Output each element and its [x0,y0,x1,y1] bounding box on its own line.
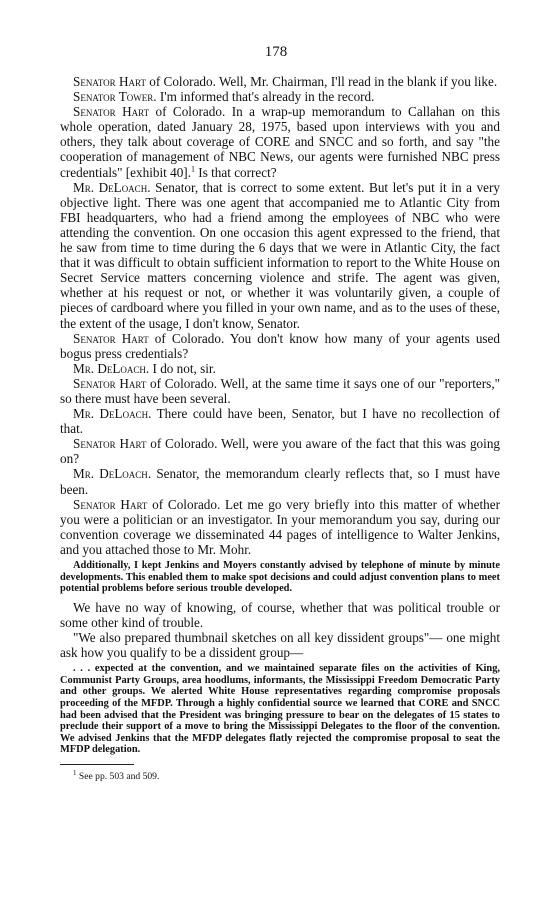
speaker-name: Senator Hart [73,74,146,89]
paragraph [60,436,500,466]
statement-text: . Senator, that is correct to some extent. But let's put it in a very objective light. There was one agent that accompanied me to Atlantic City from FBI headquarters, who had a friend among the employees of NBC who were attending the convention. On one occasion this agent expressed to the friend, that he saw from time to time during the 6 days that we were in Atlantic City, the fact that it was difficult to obtain sufficient information to report to the White House on Secret Service matters concerning violence and strife. The agent was given, whether at his request or not, or whether it was voluntarily given, a couple of pieces of cardboard where you filled in your own name, and as to the uses of these, the extent of the usage, I don't know, Senator. [60,179,500,331]
speaker-name: Senator Hart [73,104,150,120]
excerpt-text: . . . expected at the convention, and we maintained separate files on the activities of King, Communist Party Groups, area hoodlums, informants, the Mississippi Freedom Democratic Party and other groups. We alerted White House representatives regarding compromise proposals proceeding of the MFDP. Through a highly confidential source we learned that CORE and SNCC had been advised that the President was bringing pressure to bear on the delegates of 15 states to preclude their support of a move to bring the Mississippi Delegates to the floor of the convention. We advised Jenkins that the MFDP delegates flatly rejected the compromise proposal to seat the MFDP delegation. [60,663,500,756]
speaker-name: Mr. DeLoach [73,360,146,376]
statement-text: of Colorado. You don't know how many of your agents used bogus press credentials? [60,330,500,361]
paragraph [60,361,500,376]
paragraph [60,466,500,496]
footnote-mark: 1 [73,768,77,777]
footnote-divider [60,764,134,765]
paragraph [60,104,500,179]
speaker-name: Senator Hart [73,330,149,346]
memorandum-excerpt [60,560,500,595]
statement-text: . I do not, sir. [145,360,216,376]
speaker-name: Mr. DeLoach [73,466,148,482]
statement-text: of Colorado. Well, at the same time it says one of our "reporters," so there must have been several. [60,375,500,406]
footnote-reference: 1 [191,164,195,174]
footnote-text: See pp. 503 and 509. [76,770,160,782]
paragraph [60,406,500,436]
footnote [60,769,500,784]
paragraph: "We also prepared thumbnail sketches on all key dissident groups"— one might ask how you qualify to be a dissident group— [60,629,500,661]
paragraph [60,376,500,406]
paragraph [60,89,500,104]
statement-text: of Colorado. In a wrap-up memorandum to Callahan on this whole operation, dated January 28, 1975, based upon interviews with you and others, they talk about coverage of CORE and SNCC and so forth, and say "the cooperation of management of NBC News, our agents were furnished NBC press credentials" [exhibit 40]. [60,104,500,180]
speaker-name: Senator Hart [73,436,147,452]
statement-text: . I'm informed that's already in the record. [153,89,375,105]
statement-text: of Colorado. Well, Mr. Chairman, I'll read in the blank if you like. [145,74,498,89]
speaker-name: Mr. DeLoach [73,406,149,422]
statement-text: . Senator, the memorandum clearly reflects that, so I must have been. [60,466,500,497]
paragraph [60,74,500,89]
speaker-name: Senator Hart [73,375,147,391]
excerpt-text: Additionally, I kept Jenkins and Moyers constantly advised by telephone of minute by minute developments. This enabled them to make spot decisions and could adjust convention plans to meet potential problems before serious trouble developed. [60,560,500,595]
statement-text: of Colorado. Let me go very briefly into this matter of whether you were a politician or an investigator. In your memorandum you say, during our convention coverage we disseminated 44 pages of intelligence to Walter Jenkins, and you attached those to Mr. Mohr. [60,496,501,557]
paragraph [60,497,500,557]
statement-text-tail: Is that correct? [195,164,277,180]
memorandum-excerpt [60,663,500,756]
speaker-name: Senator Tower [73,89,154,105]
speaker-name: Senator Hart [73,496,148,512]
speaker-name: Mr. DeLoach [73,179,148,195]
testimony-body [60,74,500,784]
page-number: 178 [264,44,288,60]
paragraph: We have no way of knowing, of course, whether that was political trouble or some other kind of trouble. [60,599,500,630]
statement-text: of Colorado. Well, were you aware of the fact that this was going on? [60,436,501,467]
paragraph [60,331,500,361]
paragraph [60,180,500,331]
statement-text: . There could have been, Senator, but I have no recollection of that. [60,406,500,437]
